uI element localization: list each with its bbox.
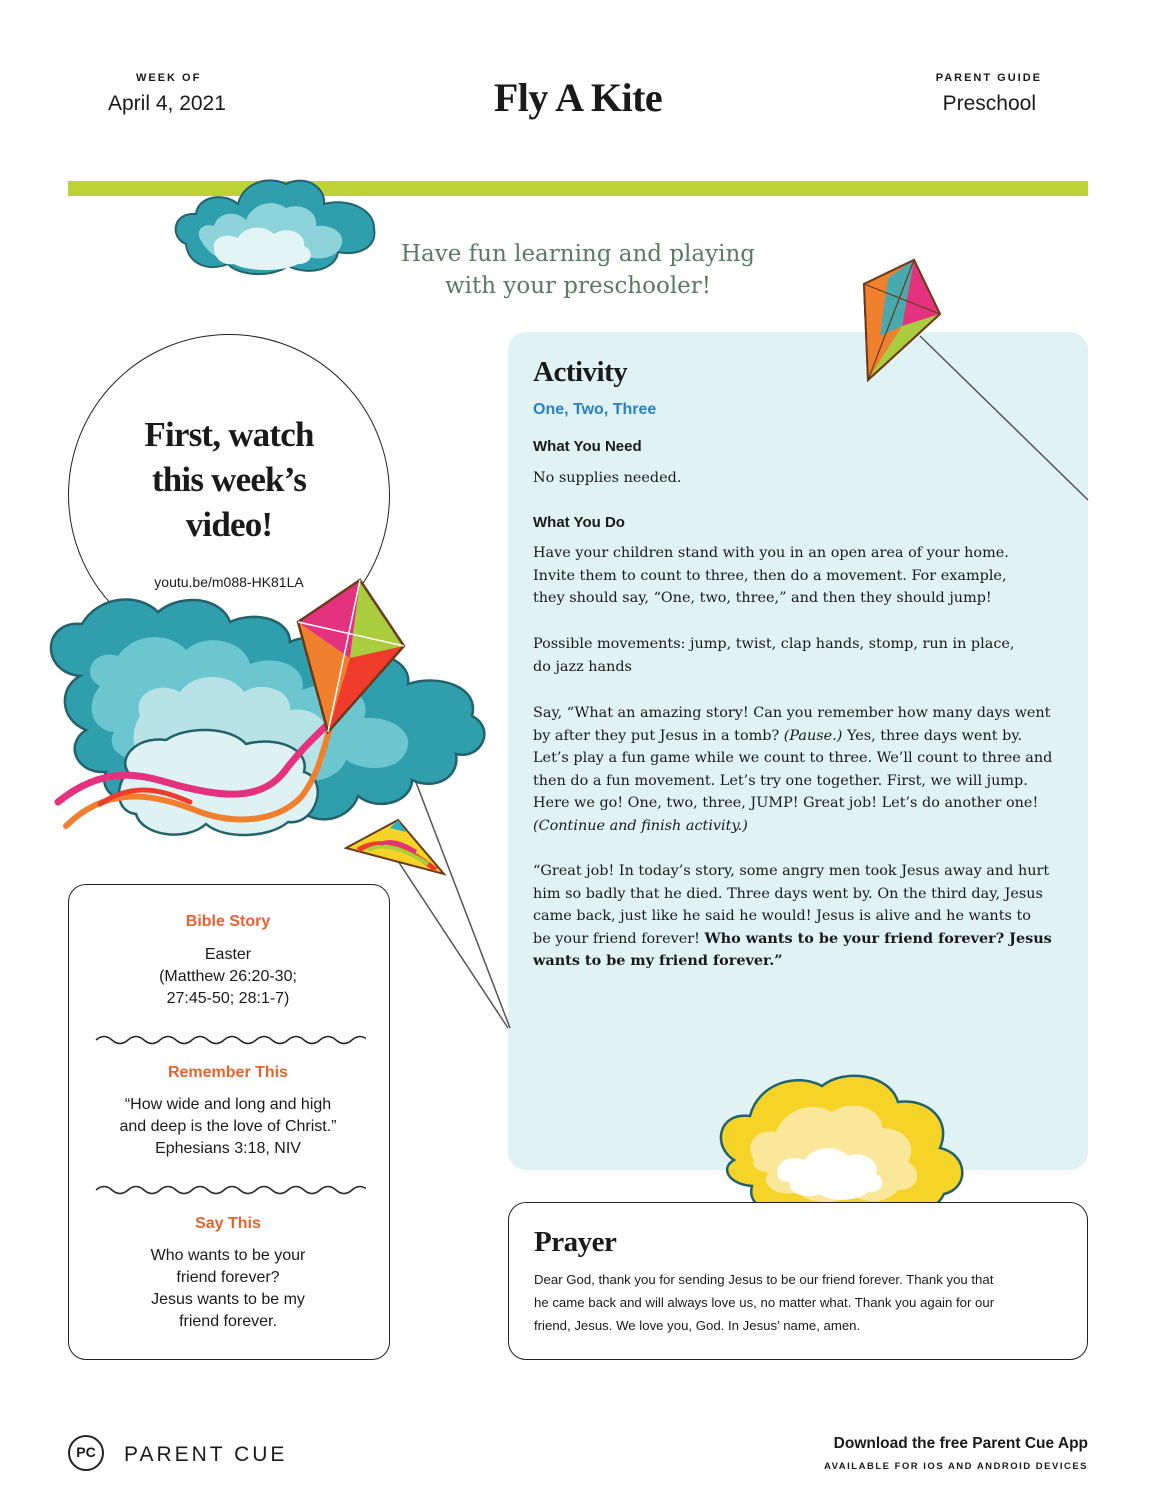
- stage-direction: (Continue and finish activity.): [533, 817, 748, 834]
- text-line: friend, Jesus. We love you, God. In Jesus’ name, amen.: [534, 1318, 861, 1333]
- text-span: be your friend forever!: [533, 930, 705, 947]
- guide-audience: Preschool: [942, 92, 1036, 115]
- text-line: Say, “What an amazing story! Can you remember how many days went: [533, 705, 1051, 721]
- text-line: and deep is the love of Christ.”: [119, 1118, 337, 1135]
- text-line: do jazz hands: [533, 658, 632, 675]
- text-line: Have your children stand with you in an open area of your home.: [533, 545, 1009, 561]
- heading-line: First, watch: [144, 415, 314, 454]
- say-this-text: [68, 1245, 388, 1333]
- activity-paragraph-1: [533, 542, 1063, 610]
- text-line: Dear God, thank you for sending Jesus to be our friend forever. Thank you that: [534, 1272, 994, 1287]
- text-line: [533, 928, 1063, 951]
- activity-title: Activity: [533, 356, 628, 388]
- text-line: then do a fun movement. Let’s try one together. First, we will jump.: [533, 772, 1028, 789]
- activity-subtitle: One, Two, Three: [533, 401, 657, 418]
- week-of-label: WEEK OF: [136, 72, 202, 84]
- prayer-text: [534, 1268, 1069, 1337]
- text-line: “Great job! In today’s story, some angry men took Jesus away and hurt: [533, 863, 1050, 879]
- text-line: [533, 725, 1063, 748]
- activity-paragraph-3: [533, 702, 1063, 838]
- bible-story-text: [68, 944, 388, 1010]
- bible-story-heading: Bible Story: [185, 913, 271, 930]
- wavy-divider: [94, 1032, 366, 1048]
- available-platforms-text: AVAILABLE FOR IOS AND ANDROID DEVICES: [824, 1461, 1088, 1472]
- parent-cue-logo-icon: PC: [68, 1435, 104, 1471]
- week-date: April 4, 2021: [108, 92, 226, 115]
- text-line: 27:45-50; 28:1-7): [166, 990, 290, 1007]
- stage-direction: (Pause.): [783, 727, 843, 744]
- wavy-divider: [94, 1182, 366, 1198]
- text-line: Ephesians 3:18, NIV: [155, 1140, 301, 1157]
- parent-guide-label: PARENT GUIDE: [935, 72, 1042, 84]
- text-line: friend forever.: [179, 1313, 277, 1330]
- text-line: they should say, “One, two, three,” and then they should jump!: [533, 590, 992, 607]
- what-you-do-label: What You Do: [533, 514, 625, 531]
- heading-line: this week’s: [151, 460, 307, 499]
- text-line: “How wide and long and high: [124, 1096, 332, 1113]
- tagline-line-1: Have fun learning and playing: [400, 241, 756, 267]
- text-line: friend forever?: [176, 1269, 280, 1286]
- video-link[interactable]: youtu.be/m088-HK81LA: [154, 574, 304, 590]
- text-line: he came back and will always love us, no matter what. Thank you again for our: [534, 1295, 995, 1310]
- bold-text: Who wants to be your friend forever? Jesus: [704, 929, 1052, 947]
- prayer-title: Prayer: [534, 1226, 617, 1258]
- text-line: came back, just like he said he would! Jesus is alive and he wants to: [533, 908, 1031, 925]
- say-this-heading: Say This: [195, 1215, 261, 1232]
- activity-paragraph-2: [533, 633, 1063, 678]
- watch-video-heading: [100, 412, 358, 547]
- text-line: Possible movements: jump, twist, clap hands, stomp, run in place,: [533, 636, 1015, 652]
- text-line: him so badly that he died. Three days went by. On the third day, Jesus: [533, 885, 1043, 902]
- tagline-line-2: with your preschooler!: [444, 273, 712, 299]
- text-line: Invite them to count to three, then do a movement. For example,: [533, 567, 1007, 584]
- text-line: Jesus wants to be my: [151, 1291, 305, 1308]
- text-line: Here we go! One, two, three, JUMP! Great job! Let’s do another one!: [533, 795, 1039, 812]
- cloud-icon: [168, 172, 380, 278]
- text-line: Let’s play a fun game while we count to three. We’ll count to three and: [533, 750, 1053, 767]
- text-line: Who wants to be your: [150, 1247, 306, 1264]
- remember-this-heading: Remember This: [167, 1064, 289, 1081]
- tagline: [360, 238, 796, 302]
- page-title: Fly A Kite: [493, 75, 663, 120]
- download-app-text[interactable]: Download the free Parent Cue App: [833, 1435, 1088, 1452]
- text-line: (Matthew 26:20-30;: [159, 968, 297, 985]
- what-you-need-label: What You Need: [533, 438, 642, 455]
- heading-line: video!: [185, 505, 273, 544]
- what-you-need-text: No supplies needed.: [533, 470, 682, 486]
- remember-this-text: [68, 1094, 388, 1160]
- brand-name: PARENT CUE: [124, 1443, 288, 1466]
- text-span: Yes, three days went by.: [842, 727, 1023, 744]
- text-span: by after they put Jesus in a tomb?: [533, 727, 784, 744]
- activity-paragraph-4: [533, 860, 1063, 973]
- text-line: Easter: [204, 946, 252, 963]
- bold-text: wants to be my friend forever.”: [533, 952, 783, 970]
